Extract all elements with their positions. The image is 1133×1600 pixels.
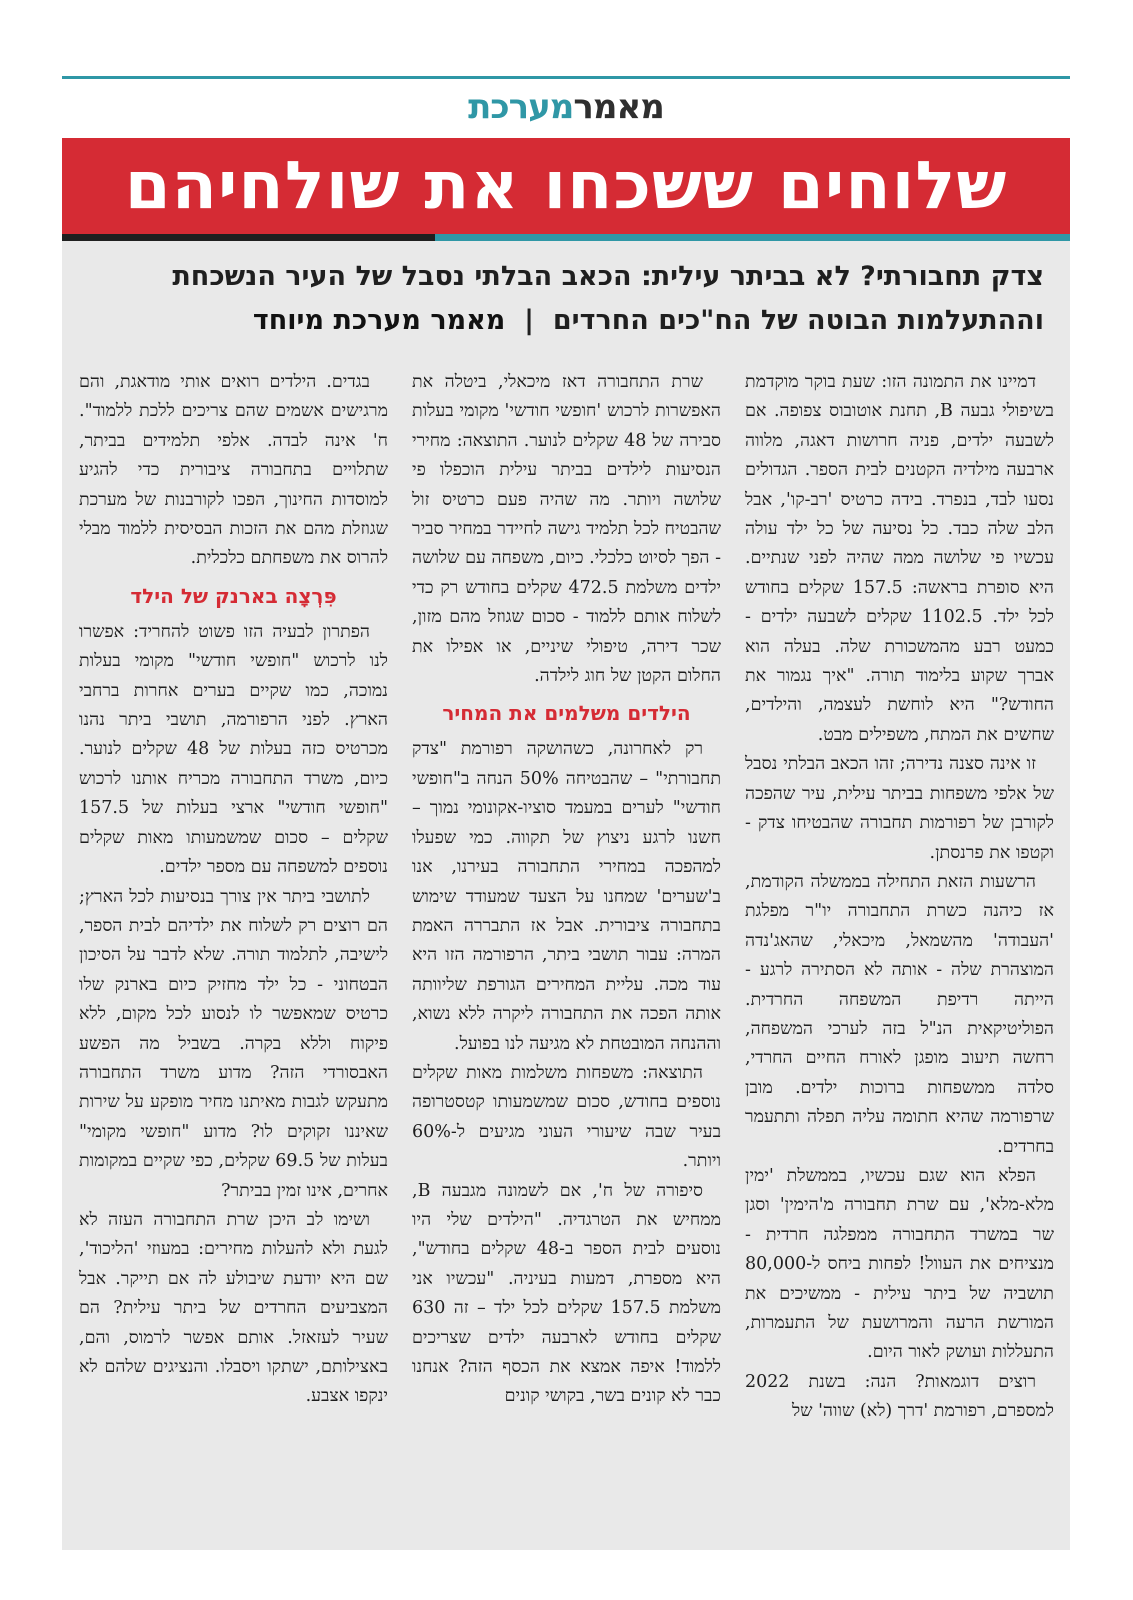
headline: שלוחים ששכחו את שולחיהם — [124, 147, 1008, 224]
paragraph: בגדים. הילדים רואים אותי מודאגת, והם מרגישים אשמים שהם צריכים ללכת ללמוד". ח' אינה לבדה. אלפי תלמידים בביתר, שתלויים בתחבורה ציבורית כדי להגיע למוסדות החינוך, הפכו לקורבנות של מערכת שגוזלת מהם את הזכות הבסיסית ללמוד מבלי להרוס את משפחתם כלכלית. — [79, 372, 388, 569]
paragraph: סיפורה של ח', אם לשמונה מגבעה B, ממחיש את הטרגדיה. "הילדים שלי היו נוסעים לבית הספר ב-48 שקלים בחודש", היא מספרת, דמעות בעיניה. "עכשיו אני משלמת 157.5 שקלים לכל ילד – זה 630 שקלים בחודש לארבעה ילדים שצריכים ללמוד! איפה אמצא את הכסף הזה? אנחנו כבר לא קונים בשר, בקושי קונים — [412, 1180, 721, 1407]
paragraph: רוצים דוגמאות? הנה: בשנת 2022 למספרם, רפורמת 'דרך (לא) שווה' של — [745, 1371, 1054, 1422]
subhead-line2: וההתעלמות הבוטה של הח"כים החרדים — [552, 305, 1044, 336]
paragraph: התוצאה: משפחות משלמות מאות שקלים נוספים בחודש, סכום שמשמעותו קטסטרופה בעיר שבה שיעורי העוני מגיעים ל-60% ויותר. — [412, 1062, 721, 1172]
section-label-part2: מערכת — [468, 87, 574, 127]
article-columns — [78, 368, 1054, 1538]
subheadline — [88, 255, 1044, 343]
paragraph: הפלא הוא שגם עכשיו, בממשלת 'ימין מלא-מלא', עם שרת תחבורה מ'הימין' וסגן שר במשרד התחבורה ממפלגה חרדית - מנציחים את העוול! לפחות ביחס ל-80,000 תושביה של ביתר עילית - ממשיכים את המורשת הרעה והמרושעת של התעמרות, התעללות ועושק לאור היום. — [745, 1165, 1054, 1363]
section-label-part1: מאמר — [573, 87, 664, 127]
paragraph: דמיינו את התמונה הזו: שעת בוקר מוקדמת בשיפולי גבעה B, תחנת אוטובוס צפופה. אם לשבעה ילדים, פניה חרושות דאגה, מלווה ארבעה מילדיה הקטנים לבית הספר. הגדולים נסעו לבד, בנפרד. בידה כרטיס 'רב-קו', אבל הלב שלה כבד. כל נסיעה של כל ילד עולה עכשיו פי שלושה ממה שהיה לפני שנתיים. היא סופרת בראשה: 157.5 שקלים בחודש לכל ילד. 1102.5 שקלים לשבעה ילדים - כמעט רבע מהמשכורת שלה. בעלה הוא אברך שקוע בלימוד תורה. "איך נגמור את החודש?" היא לוחשת לעצמה, והילדים, שחשים את המתח, משפילים מבט. — [745, 372, 1054, 745]
banner-underbar — [62, 234, 1070, 241]
subhead-line1: צדק תחבורתי? לא בביתר עילית: הכאב הבלתי נסבל של העיר הנשכחת — [172, 261, 1044, 292]
section-heading: הילדים משלמים את המחיר — [442, 701, 691, 726]
section-label — [62, 84, 1070, 130]
subhead-line2-row — [88, 299, 1044, 343]
subhead-separator: | — [524, 305, 535, 336]
paragraph: רק לאחרונה, כשהושקה רפורמת "צדק תחבורתי" – שהבטיחה 50% הנחה ב"חופשי חודשי" לערים במעמד סוציו-אקונומי נמוך – חשנו לרגע ניצוץ של תקווה. כמי שפעלו למהפכה במחירי התחבורה בעירנו, אנו ב'שערים' שמחנו על הצעד שמעודד שימוש בתחבורה ציבורית. אבל אז התבררה האמת המרה: עבור תושבי ביתר, הרפורמה הזו היא עוד מכה. עליית המחירים הגורפת שליוותה אותה הפכה את התחבורה ליקרה ללא נשוא, וההנחה המובטחת לא מגיעה לנו בפועל. — [412, 739, 721, 1054]
article-column-2 — [412, 368, 721, 1538]
headline-banner — [62, 138, 1070, 234]
section-heading: פִּרְצָה בארנק של הילד — [130, 583, 337, 608]
byline: מאמר מערכת מיוחד — [252, 305, 506, 336]
paragraph: הפתרון לבעיה הזו פשוט להחריד: אפשרו לנו לרכוש "חופשי חודשי" מקומי בעלות נמוכה, כמו שקיים בערים אחרות ברחבי הארץ. לפני הרפורמה, תושבי ביתר נהנו מכרטיס כזה בעלות של 48 שקלים לנוער. כיום, משרד התחבורה מכריח אותנו לרכוש "חופשי חודשי" ארצי בעלות של 157.5 שקלים – סכום שמשמעותו מאות שקלים נוספים למשפחה עם מספר ילדים. — [79, 621, 388, 878]
paragraph: לתושבי ביתר אין צורך בנסיעות לכל הארץ; הם רוצים רק לשלוח את ילדיהם לבית הספר, לישיבה, לתלמוד תורה. שלא לדבר על הסיכון הבטחוני - כל ילד מחזיק כיום בארנק שלו כרטיס שמאפשר לו לנסוע לכל מקום, ללא פיקוח וללא בקרה. בשביל מה הפשע האבסורדי הזה? מדוע משרד התחבורה מתעקש לגבות מאיתנו מחיר מופקע על שירות שאיננו זקוקים לו? מדוע "חופשי מקומי" בעלות של 69.5 שקלים, כפי שקיים במקומות אחרים, אינו זמין בביתר? — [79, 886, 388, 1201]
article-column-3 — [79, 368, 388, 1538]
paragraph: הרשעות הזאת התחילה בממשלה הקודמת, אז כיהנה כשרת התחבורה יו"ר מפלגת 'העבודה' מהשמאל, מיכאלי, שהאג'נדה המוצהרת שלה - אותה לא הסתירה לרגע - הייתה רדיפת המשפחה החרדית. הפוליטיקאית הנ"ל בזה לערכי המשפחה, רחשה תיעוב מופגן לאורח החיים החרדי, סלדה ממשפחות ברוכות ילדים. מובן שרפורמה שהיא חתומה עליה תפלה ותתעמר בחרדים. — [745, 871, 1054, 1157]
article-panel — [62, 241, 1070, 1550]
underbar-dark — [62, 234, 435, 241]
article-column-1 — [745, 368, 1054, 1538]
top-rule — [62, 76, 1070, 79]
underbar-teal — [435, 234, 1070, 241]
paragraph: ושימו לב היכן שרת התחבורה העזה לא לגעת ולא להעלות מחירים: במעוזי 'הליכוד', שם היא יודעת שיבולע לה אם תייקר. אבל המצביעים החרדים של ביתר עילית? הם שעיר לעזאזל. אותם אפשר לרמוס, והם, באצילותם, ישתקו ויסבלו. והנציגים שלהם לא ינקפו אצבע. — [79, 1209, 388, 1407]
paragraph: זו אינה סצנה נדירה; זהו הכאב הבלתי נסבל של אלפי משפחות בביתר עילית, עיר שהפכה לקורבן של רפורמות תחבורה שהבטיחו צדק - וקטפו את פרנסתן. — [745, 754, 1054, 863]
paragraph: שרת התחבורה דאז מיכאלי, ביטלה את האפשרות לרכוש 'חופשי חודשי' מקומי בעלות סבירה של 48 שקלים לנוער. התוצאה: מחירי הנסיעות לילדים בביתר עילית הוכפלו פי שלושה ויותר. מה שהיה פעם כרטיס זול שהבטיח לכל תלמיד גישה לחיידר במחיר סביר - הפך לסיוט כלכלי. כיום, משפחה עם שלושה ילדים משלמת 472.5 שקלים בחודש רק כדי לשלוח אותם ללמוד - סכום שגוזל מהם מזון, שכר דירה, טיפולי שיניים, או אפילו את החלום הקטן של חוג לילדה. — [412, 372, 721, 687]
